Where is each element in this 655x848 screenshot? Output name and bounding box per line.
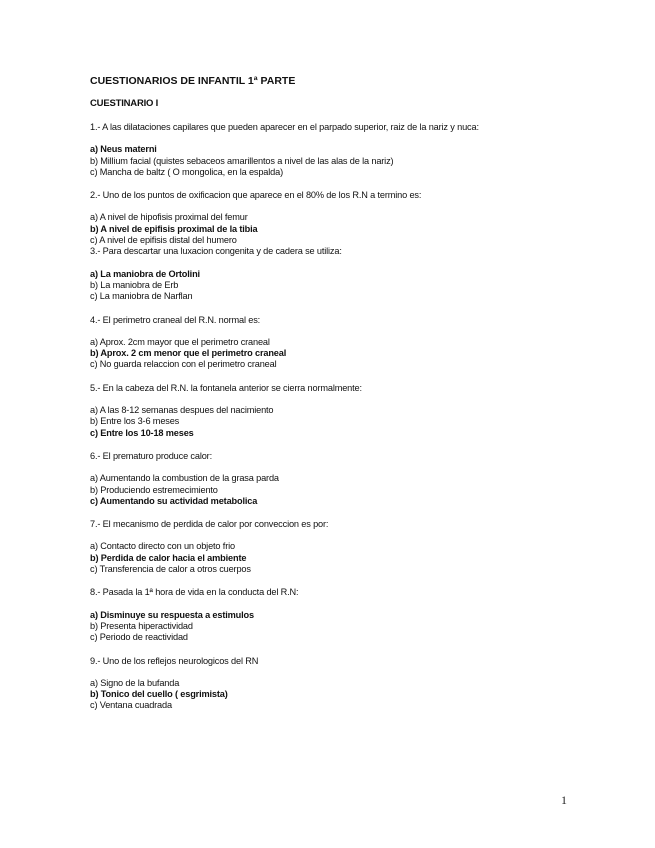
option-b: b) Millium facial (quistes sebaceos amarillentos a nivel de las alas de la nariz) xyxy=(90,155,394,166)
question-text: 5.- En la cabeza del R.N. la fontanela anterior se cierra normalmente: xyxy=(90,382,362,393)
question-text: 4.- El perimetro craneal del R.N. normal es: xyxy=(90,314,261,325)
option-a: a) Aumentando la combustion de la grasa parda xyxy=(90,473,279,484)
options-list xyxy=(90,405,610,439)
option-c: c) Ventana cuadrada xyxy=(90,700,172,711)
option-b: b) Entre los 3-6 meses xyxy=(90,416,180,427)
question-text: 9.- Uno de los reflejos neurologicos del RN xyxy=(90,655,259,666)
option-a-correct: a) La maniobra de Ortolini xyxy=(90,268,200,279)
question-block xyxy=(90,190,610,246)
options-list xyxy=(90,610,610,644)
document-subtitle: CUESTINARIO I xyxy=(90,98,159,109)
question-text: 2.- Uno de los puntos de oxificacion que aparece en el 80% de los R.N a termino es: xyxy=(90,190,422,201)
options-list xyxy=(90,473,610,507)
question-block xyxy=(90,383,610,439)
options-list xyxy=(90,212,610,246)
option-a: a) A nivel de hipofisis proximal del femur xyxy=(90,212,248,223)
option-c: c) Periodo de reactividad xyxy=(90,632,188,643)
question-text: 3.- Para descartar una luxacion congenita y de cadera se utiliza: xyxy=(90,246,342,257)
question-text: 8.- Pasada la 1ª hora de vida en la conducta del R.N: xyxy=(90,587,299,598)
option-c-correct: c) Entre los 10-18 meses xyxy=(90,427,194,438)
question-block xyxy=(90,246,610,302)
option-a-correct: a) Disminuye su respuesta a estimulos xyxy=(90,609,254,620)
option-b: b) Produciendo estremecimiento xyxy=(90,484,218,495)
option-b: b) La maniobra de Erb xyxy=(90,279,179,290)
option-a: a) A las 8-12 semanas despues del nacimiento xyxy=(90,405,274,416)
option-b-correct: b) Aprox. 2 cm menor que el perimetro craneal xyxy=(90,348,287,359)
options-list xyxy=(90,541,610,575)
question-block xyxy=(90,587,610,643)
option-a: a) Aprox. 2cm mayor que el perimetro craneal xyxy=(90,336,270,347)
page-number: 1 xyxy=(561,793,567,807)
option-c-correct: c) Aumentando su actividad metabolica xyxy=(90,495,258,506)
option-c: c) A nivel de epifisis distal del humero xyxy=(90,235,237,246)
question-block xyxy=(90,656,610,712)
document-page xyxy=(90,74,610,712)
option-c: c) Transferencia de calor a otros cuerpos xyxy=(90,564,251,575)
option-c: c) No guarda relaccion con el perimetro craneal xyxy=(90,359,277,370)
question-block xyxy=(90,451,610,507)
question-text: 7.- El mecanismo de perdida de calor por conveccion es por: xyxy=(90,519,329,530)
options-list xyxy=(90,269,610,303)
options-list xyxy=(90,144,610,178)
options-list xyxy=(90,678,610,712)
question-block xyxy=(90,122,610,178)
option-a: a) Signo de la bufanda xyxy=(90,677,180,688)
option-b: b) Presenta hiperactividad xyxy=(90,620,193,631)
question-text: 1.- A las dilataciones capilares que pueden aparecer en el parpado superior, raiz de la nariz y nuca: xyxy=(90,122,479,132)
options-list xyxy=(90,337,610,371)
document-title: CUESTIONARIOS DE INFANTIL 1ª PARTE xyxy=(90,75,296,87)
question-block xyxy=(90,519,610,575)
option-a: a) Contacto directo con un objeto frio xyxy=(90,541,235,552)
option-a-correct: a) Neus materni xyxy=(90,144,157,155)
question-block xyxy=(90,315,610,371)
option-b-correct: b) A nivel de epifisis proximal de la tibia xyxy=(90,223,258,234)
option-b-correct: b) Perdida de calor hacia el ambiente xyxy=(90,552,247,563)
option-c: c) La maniobra de Narflan xyxy=(90,291,193,302)
option-c: c) Mancha de baltz ( O mongolica, en la espalda) xyxy=(90,166,283,177)
option-b-correct: b) Tonico del cuello ( esgrimista) xyxy=(90,689,228,700)
question-text: 6.- El prematuro produce calor: xyxy=(90,450,212,461)
